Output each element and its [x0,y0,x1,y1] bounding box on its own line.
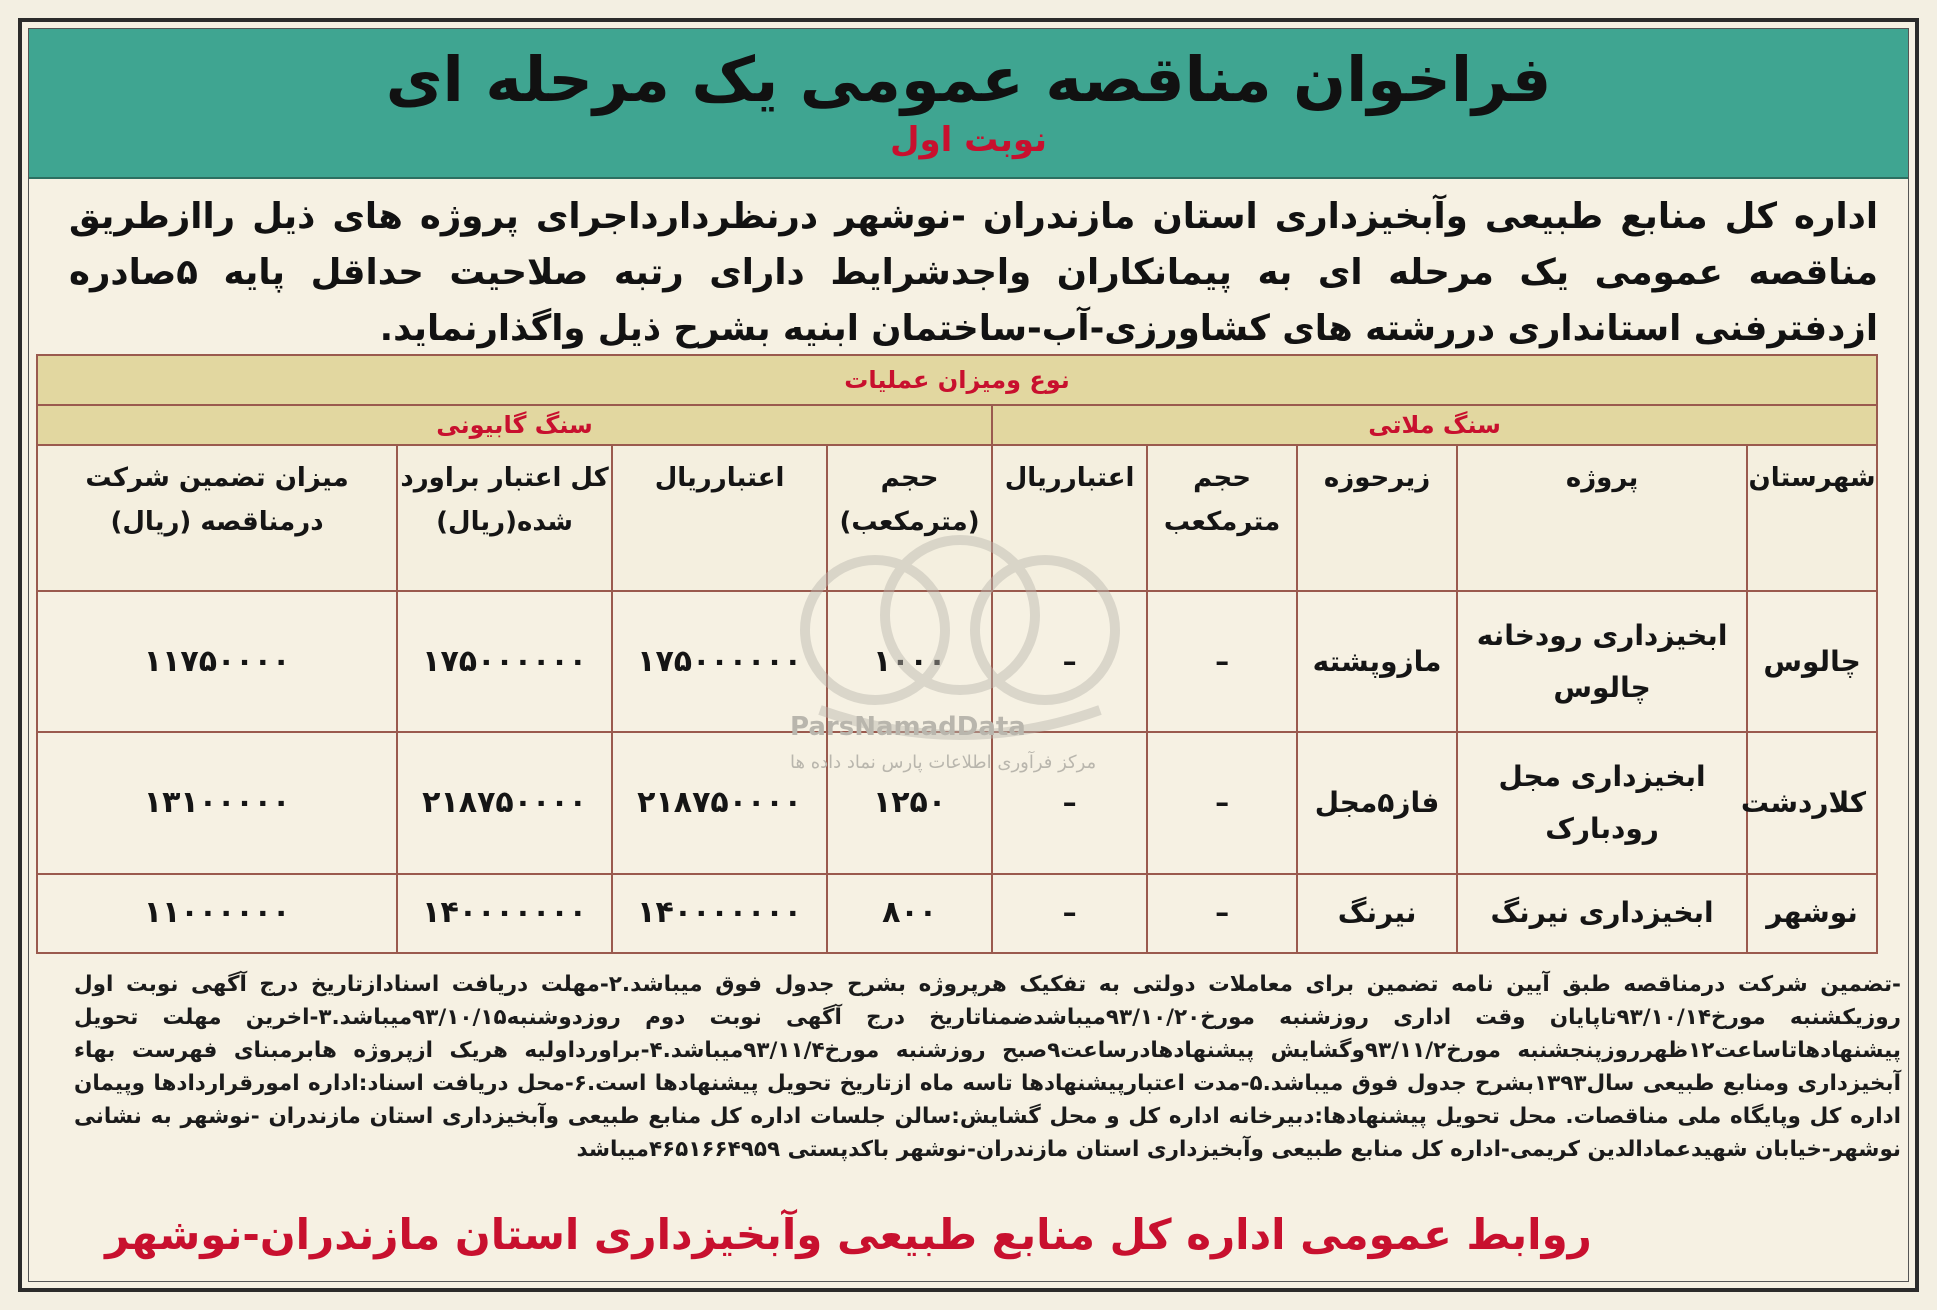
cell-total-credit: ۱۷۵۰۰۰۰۰۰ [397,591,612,732]
notice-header [29,29,1908,179]
conditions-paragraph: -تضمین شرکت درمناقصه طبق آیین نامه تضمین برای معاملات دولتی به تفکیک هرپروژه بشرح جدول فوق میباشد.۲-مهلت دریافت اسنادازتاریخ درج آگهی نوبت اول روزیکشنبه مورخ۹۳/۱۰/۱۴تاپایان وقت اداری روزشنبه مورخ۹۳/۱۰/۲۰میباشدضمناتاریخ درج آگهی نوبت دوم روزدوشنبه۹۳/۱۰/۱۵میباشد.۳-اخرین مهلت تحویل پیشنهادهاتاساعت۱۲ظهرروزپنجشنبه مورخ۹۳/۱۱/۲وگشایش پیشنهادهادرساعت۹صبح روزشنبه مورخ۹۳/۱۱/۴میباشد.۴-براوردا‌ولیه هریک ازپروژه هابرمبنای فهرست بهاء آبخیزداری ومنابع طبیعی سال۱۳۹۳بشرح جدول فوق میباشد.۵-مدت اعتبارپیشنهادها تاسه ماه ازتاریخ تحویل پیشنهادها است.۶-محل دریافت اسناد:اداره امورقراردادها وپیمان اداره کل وپایگاه ملی مناقصات. محل تحویل پیشنهادها:دبیرخانه اداره کل و محل گشایش:سالن جلسات اداره کل منابع طبیعی وآبخیزداری استان مازندران -نوشهر به نشانی نوشهر-خیابان شهیدعمادالدین کریمی-اداره کل منابع طبیعی وآبخیزداری استان مازندران-نوشهر باکدپستی ۴۶۵۱۶۶۴۹۵۹میباشد [74,972,1902,1162]
cell-subbasin: مازوپشته [1297,591,1457,732]
cell-credit-malati: – [992,732,1147,873]
operations-table [36,354,1878,954]
header-subbasin: زیرحوزه [1297,445,1457,591]
cell-vol-malati: – [1147,591,1297,732]
cell-credit-gabioni: ۲۱۸۷۵۰۰۰۰ [612,732,827,873]
cell-credit-gabioni: ۱۷۵۰۰۰۰۰۰ [612,591,827,732]
table-section-row [37,355,1877,405]
cell-project: ابخیزداری رودخانه چالوس [1457,591,1747,732]
group-gabioni: سنگ گابیونی [37,405,992,445]
cell-guarantee: ۱۳۱۰۰۰۰۰ [37,732,397,873]
intro-paragraph: اداره کل منابع طبیعی وآبخیزداری استان مازندران -نوشهر درنظرداردا‌جرای پروژه های ذیل راازطریق مناقصه عمومی یک مرحله ای به پیمانکاران واجدشرایط دارای رتبه صلاحیت حداقل پایه ۵صادره ازدفترفنی استانداری دررشته های کشاورزی-آب-ساختمان ابنیه بشرح ذیل واگذارنماید. [69,196,1878,349]
notice-round: نوبت اول [890,120,1047,161]
watermark-subtitle: مرکز فرآوری اطلاعات پارس نماد داده ها [790,752,1097,773]
header-vol-gabioni: حجم (مترمکعب) [827,445,992,591]
cell-project: ابخیزداری نیرنگ [1457,874,1747,953]
footer-public-relations: روابط عمومی اداره کل منابع طبیعی وآبخیزداری استان مازندران-نوشهر [105,1210,1592,1259]
header-credit-malati: اعتبارریال [992,445,1147,591]
cell-county: نوشهر [1747,874,1877,953]
cell-vol-gabioni: ۱۰۰۰ [827,591,992,732]
cell-credit-malati: – [992,874,1147,953]
header-vol-malati: حجم مترمکعب [1147,445,1297,591]
cell-subbasin: نیرنگ [1297,874,1457,953]
cell-guarantee: ۱۱۰۰۰۰۰۰ [37,874,397,953]
cell-total-credit: ۲۱۸۷۵۰۰۰۰ [397,732,612,873]
header-guarantee: میزان تضمین شرکت درمناقصه (ریال) [37,445,397,591]
header-credit-gabioni: اعتبارریال [612,445,827,591]
group-malati: سنگ ملاتی [992,405,1877,445]
cell-county: کلاردشت [1747,732,1877,873]
cell-subbasin: فاز۵مجل [1297,732,1457,873]
cell-total-credit: ۱۴۰۰۰۰۰۰۰ [397,874,612,953]
header-project: پروژه [1457,445,1747,591]
cell-project: ابخیزداری مجل رودبارک [1457,732,1747,873]
cell-county: چالوس [1747,591,1877,732]
table-row [37,874,1877,953]
table-group-row [37,405,1877,445]
cell-vol-gabioni: ۸۰۰ [827,874,992,953]
cell-vol-gabioni: ۱۲۵۰ [827,732,992,873]
cell-vol-malati: – [1147,732,1297,873]
header-total-credit: کل اعتبار براورد شده(ریال) [397,445,612,591]
cell-credit-malati: – [992,591,1147,732]
table-section-title: نوع ومیزان عملیات [37,355,1877,405]
header-county: شهرستان [1747,445,1877,591]
cell-vol-malati: – [1147,874,1297,953]
watermark-name: ParsNamadData [790,712,1026,742]
table-header-row [37,445,1877,591]
cell-guarantee: ۱۱۷۵۰۰۰۰ [37,591,397,732]
cell-credit-gabioni: ۱۴۰۰۰۰۰۰۰ [612,874,827,953]
notice-title: فراخوان مناقصه عمومی یک مرحله ای [385,43,1552,116]
